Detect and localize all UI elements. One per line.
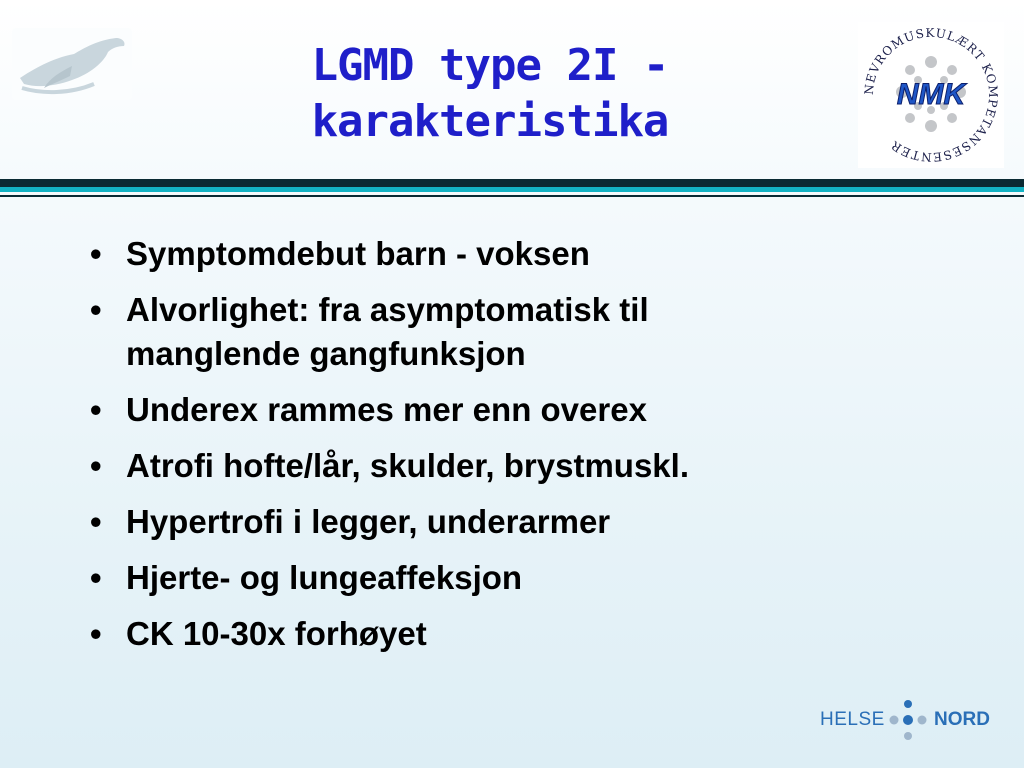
slide-title bbox=[180, 38, 800, 150]
nmk-initials: NMK bbox=[896, 78, 966, 111]
bullet-item: • Symptomdebut barn - voksen bbox=[90, 232, 950, 276]
bullet-list bbox=[90, 232, 950, 668]
footer-helse-text: HELSE bbox=[820, 709, 885, 730]
bullet-item: • Alvorlighet: fra asymptomatisk til manglende gangfunksjon bbox=[90, 288, 950, 376]
bird-logo-icon bbox=[12, 28, 132, 100]
bullet-item: • Hjerte- og lungeaffeksjon bbox=[90, 556, 950, 600]
bullet-item: • Atrofi hofte/lår, skulder, brystmuskl. bbox=[90, 444, 950, 488]
ring-text: NEVROMUSKULÆRT KOMPETANSESENTER bbox=[861, 25, 1001, 165]
nmk-logo bbox=[858, 22, 1004, 168]
header-rule-thin bbox=[0, 195, 1024, 197]
header-rule-dark bbox=[0, 179, 1024, 187]
title-line-1: LGMD type 2I - bbox=[311, 40, 669, 91]
bullet-dot-icon: • bbox=[90, 235, 102, 272]
bullet-item: • Hypertrofi i legger, underarmer bbox=[90, 500, 950, 544]
bullet-dot-icon: • bbox=[90, 503, 102, 540]
helse-nord-logo bbox=[818, 698, 998, 744]
header-rule-accent bbox=[0, 187, 1024, 192]
bullet-dot-icon: • bbox=[90, 559, 102, 596]
dots-cross-icon bbox=[886, 698, 930, 744]
title-line-2: karakteristika bbox=[311, 96, 669, 147]
footer-nord-text: NORD bbox=[934, 709, 990, 730]
bullet-dot-icon: • bbox=[90, 447, 102, 484]
bullet-dot-icon: • bbox=[90, 291, 102, 328]
bullet-item: • CK 10-30x forhøyet bbox=[90, 612, 950, 656]
bullet-dot-icon: • bbox=[90, 391, 102, 428]
bullet-item: • Underex rammes mer enn overex bbox=[90, 388, 950, 432]
bullet-dot-icon: • bbox=[90, 615, 102, 652]
